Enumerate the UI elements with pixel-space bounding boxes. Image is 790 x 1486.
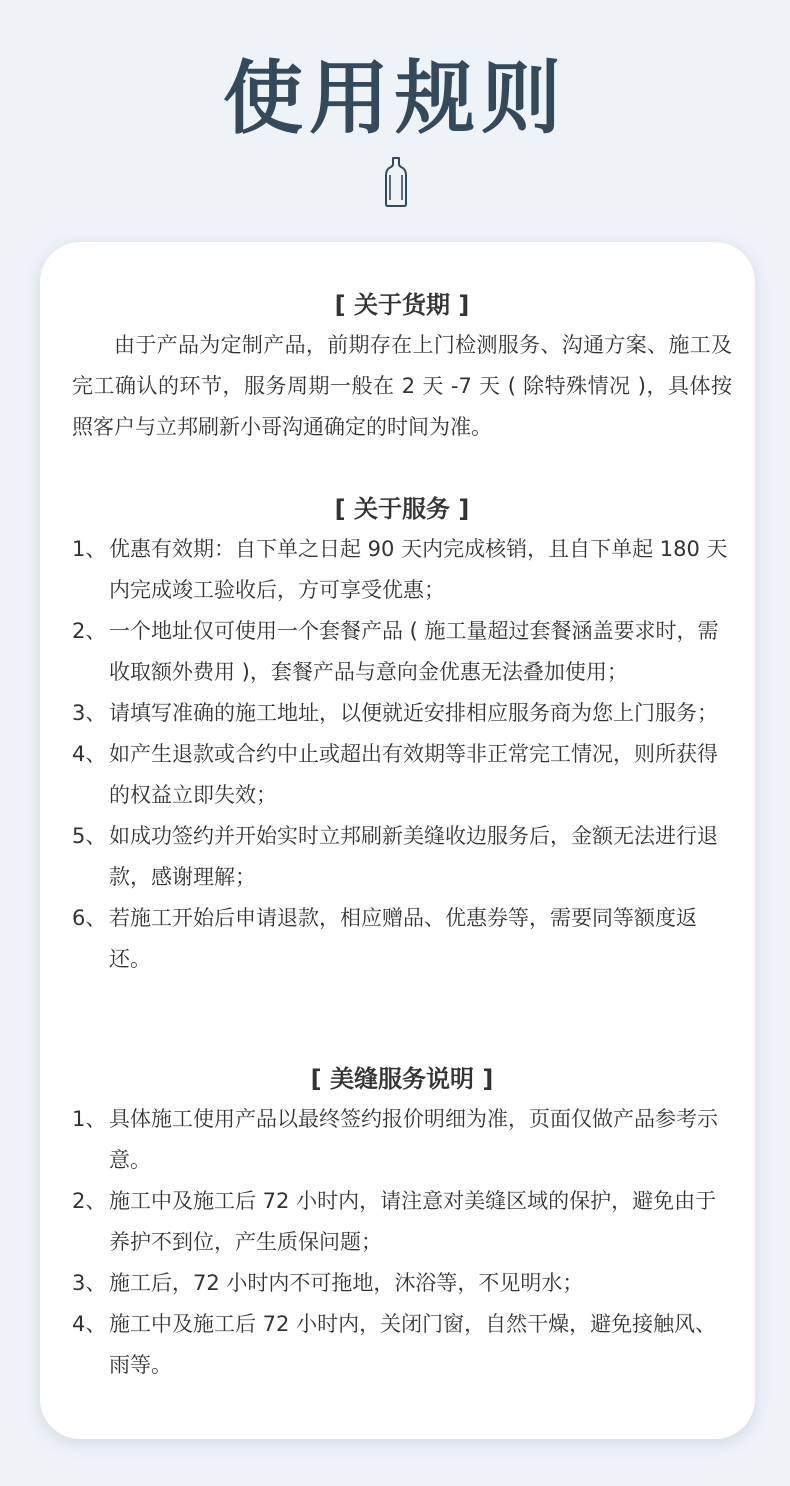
list-item-number: 4、 [72, 742, 107, 766]
list-item-text: 若施工开始后申请退款，相应赠品、优惠券等，需要同等额度返还。 [109, 906, 697, 971]
page-title: 使用规则 [223, 51, 567, 145]
section-heading: [ 关于服务 ] [334, 495, 470, 523]
section-grout-service [72, 1063, 732, 1386]
list-item-text: 如产生退款或合约中止或超出有效期等非正常完工情况，则所获得的权益立即失效； [109, 742, 718, 807]
section-delivery [72, 289, 732, 448]
list-item [72, 1099, 732, 1181]
list-item [72, 529, 732, 611]
list-item-text: 施工中及施工后 72 小时内，请注意对美缝区域的保护，避免由于养护不到位，产生质保问题； [109, 1189, 717, 1254]
list-item [72, 1181, 732, 1263]
section-heading: [ 美缝服务说明 ] [310, 1065, 494, 1093]
rule-list [72, 529, 732, 980]
list-item-text: 如成功签约并开始实时立邦刷新美缝收边服务后，金额无法进行退款，感谢理解； [109, 824, 718, 889]
list-item-number: 2、 [72, 1189, 107, 1213]
list-item [72, 898, 732, 980]
list-item-number: 4、 [72, 1312, 107, 1336]
list-item [72, 734, 732, 816]
rule-list [72, 1099, 732, 1386]
list-item-text: 优惠有效期：自下单之日起 90 天内完成核销，且自下单起 180 天内完成竣工验收后，方可享受优惠； [109, 537, 728, 602]
section-heading: [ 关于货期 ] [334, 291, 470, 319]
list-item-number: 2、 [72, 619, 107, 643]
list-item-text: 施工中及施工后 72 小时内，关闭门窗，自然干燥，避免接触风、雨等。 [109, 1312, 717, 1377]
section-paragraph: 由于产品为定制产品，前期存在上门检测服务、沟通方案、施工及完工确认的环节，服务周期一般在 2 天 -7 天 ( 除特殊情况 )，具体按照客户与立邦刷新小哥沟通确定的时间为准。 [72, 333, 732, 439]
list-item-number: 3、 [72, 701, 107, 725]
list-item-number: 3、 [72, 1271, 107, 1295]
bottle-icon [383, 156, 409, 208]
list-item-text: 施工后，72 小时内不可拖地，沐浴等，不见明水； [109, 1271, 584, 1295]
list-item [72, 1304, 732, 1386]
list-item [72, 693, 732, 734]
list-item [72, 611, 732, 693]
section-service [72, 493, 732, 980]
list-item-text: 一个地址仅可使用一个套餐产品 ( 施工量超过套餐涵盖要求时，需收取额外费用 )，套餐产品与意向金优惠无法叠加使用； [109, 619, 719, 684]
list-item-text: 请填写准确的施工地址，以便就近安排相应服务商为您上门服务； [109, 701, 718, 725]
list-item-number: 1、 [72, 1107, 107, 1131]
list-item [72, 816, 732, 898]
list-item-text: 具体施工使用产品以最终签约报价明细为准，页面仅做产品参考示意。 [109, 1107, 718, 1172]
list-item-number: 1、 [72, 537, 107, 561]
list-item-number: 6、 [72, 906, 107, 930]
list-item-number: 5、 [72, 824, 107, 848]
rules-card [40, 242, 755, 1439]
list-item [72, 1263, 732, 1304]
